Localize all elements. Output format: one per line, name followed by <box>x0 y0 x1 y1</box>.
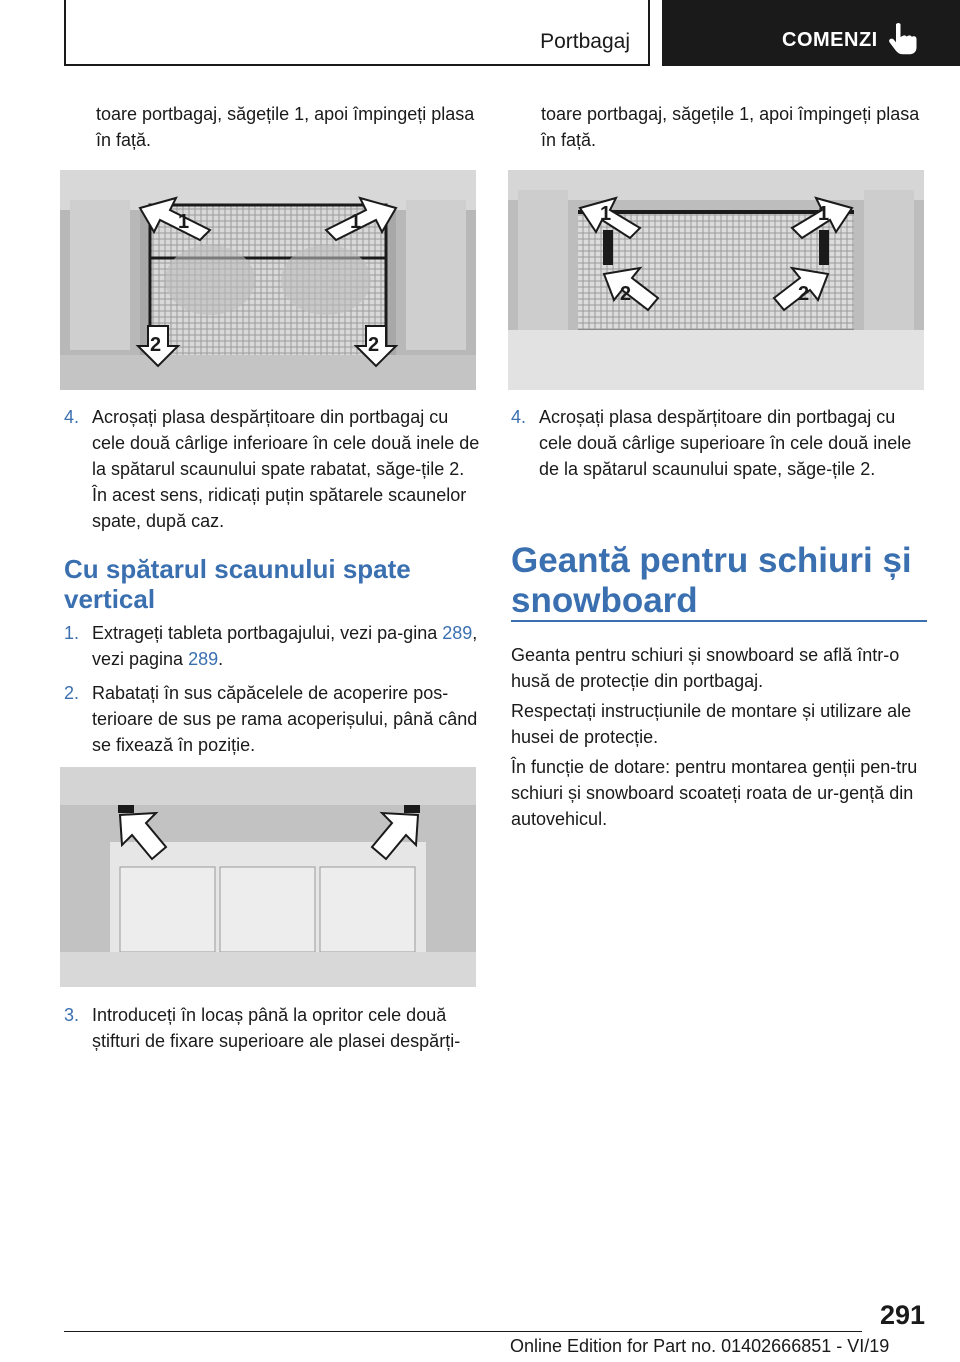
step-number: 4. <box>511 407 527 427</box>
left-subheading: Cu spătarul scaunului spate vertical <box>64 554 411 614</box>
arrow-label-1d: 1 <box>818 203 830 225</box>
step1-text-a: Extrageți tableta portbagajului, vezi pa-gina <box>92 623 443 643</box>
step-text: Rabatați în sus căpăcelele de acoperire pos-terioare de sus pe rama acoperișului, până când se fixează în poziție. <box>92 683 478 755</box>
step-text <box>92 620 480 672</box>
step-number: 3. <box>64 1005 80 1025</box>
arrow-label-2c: 2 <box>620 283 632 305</box>
arrow-label-1a: 1 <box>178 211 190 233</box>
step-number: 4. <box>64 407 80 427</box>
step1-text-c: . <box>218 649 224 669</box>
header-tab-label: COMENZI <box>782 29 878 51</box>
right-paragraph-2: Respectați instrucțiunile de montare și utilizare ale husei de protecție. <box>511 701 912 747</box>
step-text: Acroșați plasa despărțitoare din portbagaj cu cele două cârlige superioare în cele două inele de la spătarul scaunului spate, săge-țile 2. <box>539 407 912 479</box>
step-text: Introduceți în locaș până la opritor cele două știfturi de fixare superioare ale plasei despărți- <box>92 1005 461 1051</box>
figure-roof-frame-covers <box>60 767 476 987</box>
heading-rule <box>511 620 927 622</box>
header-tab-comenzi[interactable] <box>662 0 960 66</box>
left-continuation-text: toare portbagaj, săgețile 1, apoi împingeți plasa în față. <box>96 104 475 150</box>
step-number: 2. <box>64 683 80 703</box>
right-paragraph-3: În funcție de dotare: pentru montarea genții pen-tru schiuri și snowboard scoateți roata de ur-gență din autovehicul. <box>511 757 918 829</box>
footer-rule <box>64 1331 862 1332</box>
arrow-label-2d: 2 <box>798 283 810 305</box>
figure-net-lower-hooks <box>60 170 476 390</box>
figure-net-upper-hooks <box>508 170 924 390</box>
footer-edition: Online Edition for Part no. 01402666851 - VI/19 <box>510 1336 890 1356</box>
header-section-title: Portbagaj <box>540 30 630 53</box>
pointing-hand-icon <box>887 20 921 56</box>
arrow-label-1b: 1 <box>350 211 362 233</box>
page-link-289-a[interactable]: 289 <box>442 623 473 643</box>
right-continuation-text: toare portbagaj, săgețile 1, apoi împingeți plasa în față. <box>541 104 920 150</box>
page-number: 291 <box>880 1300 926 1330</box>
arrow-label-2b: 2 <box>368 334 380 356</box>
right-paragraph-1: Geanta pentru schiuri și snowboard se află într-o husă de protecție din portbagaj. <box>511 645 900 691</box>
arrow-label-1c: 1 <box>600 203 612 225</box>
step-text: Acroșați plasa despărțitoare din portbagaj cu cele două cârlige inferioare în cele două inele de la spătarul scaunului spate rabatat, săge-țile 2. În acest sens, ridicați puțin spătarele scaunelor spate, după caz. <box>92 407 480 531</box>
page-link-289-b[interactable]: 289 <box>188 649 219 669</box>
page-header <box>0 0 960 66</box>
section-heading: Geantă pentru schiuri și snowboard <box>511 541 912 620</box>
step1-text-b: , vezi pagina <box>92 623 478 669</box>
step-number: 1. <box>64 623 80 643</box>
arrow-label-2a: 2 <box>150 334 162 356</box>
